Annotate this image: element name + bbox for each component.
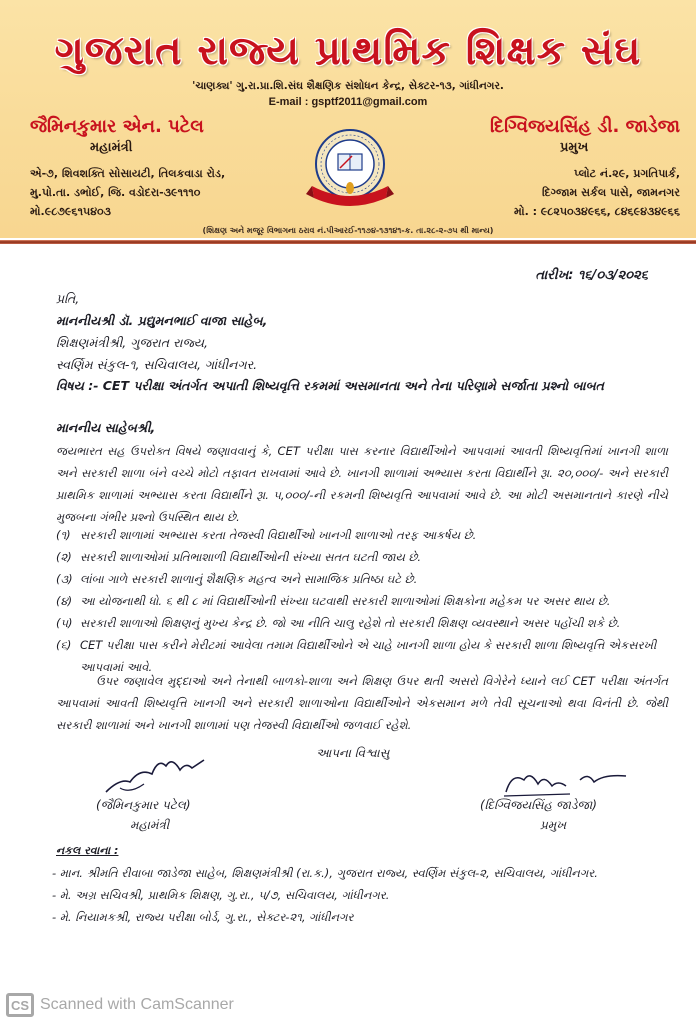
item-number: (૫) — [56, 616, 73, 630]
recipient-address: સ્વર્ણિમ સંકુલ-૧, સચિવાલય, ગાંધીનગર. — [56, 357, 258, 372]
item-number: (૬) — [56, 638, 72, 652]
item-number: (૧) — [56, 528, 71, 542]
recipient-designation: શિક્ષણમંત્રીશ્રી, ગુજરાત રાજ્ય, — [56, 335, 209, 350]
address-line: પ્લોટ નં.૨૯, પ્રગતિપાર્ક, — [574, 167, 680, 180]
intro-paragraph: જયભારત સહ ઉપરોક્ત વિષયે જણાવવાનું કે, CET પરીક્ષા પાસ કરનાર વિદ્યાર્થીઓને આપવામાં આવતી શિષ્યવૃત્તિમાં ખાનગી શાળા અને સરકારી શાળા બંને વચ્ચે મોટો તફાવત રાખવામાં આવે છે. ખાનગી શાળામાં અભ્યાસ કરતા વિદ્યાર્થીને રૂા. ૨૦,૦૦૦/- અને સરકારી પ્રાથમિક શાળામાં અભ્યાસ કરતા વિદ્યાર્થીને રૂા. ૫,૦૦૦/-ની રકમની શિષ્યવૃત્તિ આપવામાં આવે છે. આ મોટી અસમાનતાને કારણે નીચે મુજબના ગંભીર પ્રશ્નો ઉપસ્થિત થાય છે. — [56, 444, 668, 524]
president-address — [514, 164, 680, 221]
list-item — [56, 612, 676, 634]
copy-to-list — [52, 862, 598, 928]
copy-to-title: નકલ રવાના : — [56, 844, 119, 857]
signer-president-role: પ્રમુખ — [540, 818, 567, 832]
item-text: લાંબા ગાળે સરકારી શાળાનું શૈક્ષણિક મહત્વ અને સામાજિક પ્રતિષ્ઠા ઘટે છે. — [80, 572, 418, 586]
general-secretary-address — [30, 164, 225, 221]
list-item: - માન. શ્રીમતિ રીવાબા જાડેજા સાહેબ, શિક્ષણમંત્રીશ્રી (રા.ક.), ગુજરાત રાજ્ય, સ્વર્ણિમ સંકુલ-૨, સચિવાલય, ગાંધીનગર. — [52, 866, 598, 880]
list-item: - મે. નિયામકશ્રી, રાજ્ય પરીક્ષા બોર્ડ, ગુ.રા., સેક્ટર-૨૧, ગાંધીનગર — [52, 910, 354, 924]
signer-general-secretary-name: (જૈમિનકુમાર પટેલ) — [96, 798, 191, 812]
list-item — [56, 546, 676, 568]
closing-paragraph: ઉપર જણાવેલ મુદ્દાઓ અને તેનાથી બાળકો-શાળા અને શિક્ષણ ઉપર થતી અસરો વિગેરેને ધ્યાને લઈ CET પરીક્ષા અંતર્ગત આપવામાં આવતી શિષ્યવૃત્તિ ખાનગી અને સરકારી શાળાઓના વિદ્યાર્થીઓને એકસમાન મળે તેવી સૂચનાઓ થવા વિનંતી છે. જેથી સરકારી શાળામાં અને ખાનગી શાળામાં પણ તેજસ્વી વિદ્યાર્થીઓ જળવાઈ રહેશે. — [56, 674, 668, 732]
union-emblem-icon — [302, 124, 398, 216]
item-text: CET પરીક્ષા પાસ કરીને મેરીટમાં આવેલા તમામ વિદ્યાર્થીઓને એ ચાહે ખાનગી શાળા હોય કે સરકારી શાળા શિષ્યવૃત્તિ એકસરખી આપવામાં આવે. — [80, 638, 657, 674]
item-number: (૩) — [56, 572, 73, 586]
item-text: સરકારી શાળાઓ શિક્ષણનું મુખ્ય કેન્દ્ર છે. જો આ નીતિ ચાલુ રહેશે તો સરકારી શિક્ષણ વ્યવસ્થાને અસર પહોંચી શકે છે. — [80, 616, 621, 630]
letterhead-divider — [0, 240, 696, 244]
recipient-prefix: પ્રતિ, — [56, 291, 80, 306]
address-line: એ-૭, શિવશક્તિ સોસાયટી, તિલકવાડા રોડ, — [30, 167, 226, 180]
phone-line: મો. : ૯૮૨૫૦૩૪૯૬૬, ૮૪૬૯૪૩૪૯૬૬ — [514, 205, 680, 218]
organization-email: E-mail : gsptf2011@gmail.com — [268, 96, 428, 108]
list-item: - મે. અગ્ર સચિવશ્રી, પ્રાથમિક શિક્ષણ, ગુ.રા., ૫/૭, સચિવાલય, ગાંધીનગર. — [52, 888, 390, 902]
list-item — [56, 590, 676, 612]
organization-title: ગુજરાત રાજ્ય પ્રાથમિક શિક્ષક સંઘ — [54, 28, 642, 74]
letter-subject: વિષય :- CET પરીક્ષા અંતર્ગત અપાતી શિષ્યવૃત્તિ રકમમાં અસમાનતા અને તેના પરિણામે સર્જાતા પ્રશ્નો બાબત — [56, 378, 604, 393]
list-item — [56, 568, 676, 590]
salutation: માનનીય સાહેબશ્રી, — [56, 420, 156, 435]
letterhead — [0, 0, 696, 238]
complimentary-close: આપના વિશ્વાસુ — [316, 746, 390, 760]
camscanner-logo-icon: CS — [6, 993, 34, 1017]
signature-left-icon — [100, 748, 220, 798]
item-number: (૨) — [56, 550, 72, 564]
signer-general-secretary-role: મહામંત્રી — [130, 818, 170, 832]
item-text: આ યોજનાથી ધો. ૬ થી ૮ માં વિદ્યાર્થીઓની સંખ્યા ઘટવાથી સરકારી શાળાઓમાં શિક્ષકોના મહેકમ પર અસર થાય છે. — [80, 594, 611, 608]
list-item — [56, 524, 676, 546]
signer-president-name: (દિગ્વિજયસિંહ જાડેજા) — [480, 798, 597, 812]
address-line: દિગ્જામ સર્કલ પાસે, જામનગર — [542, 186, 680, 199]
item-text: સરકારી શાળામાં અભ્યાસ કરતા તેજસ્વી વિદ્યાર્થીઓ ખાનગી શાળાઓ તરફ આકર્ષય છે. — [80, 528, 477, 542]
watermark-text: Scanned with CamScanner — [40, 996, 234, 1013]
signature-right-icon — [500, 764, 630, 800]
general-secretary-role: મહામંત્રી — [90, 140, 133, 155]
recipient-name: માનનીયશ્રી ડૉ. પ્રદ્યુમનભાઈ વાજા સાહેબ, — [56, 313, 268, 328]
item-number: (૪) — [56, 594, 73, 608]
issues-list — [56, 524, 676, 678]
president-name: દિગ્વિજયસિંહ ડી. જાડેજા — [489, 116, 680, 137]
president-role: પ્રમુખ — [560, 140, 589, 155]
recipient-block — [56, 288, 267, 376]
organization-address: 'ચાણક્ય' ગુ.રા.પ્રા.શિ.સંઘ શૈક્ષણિક સંશોધન કેન્દ્ર, સેક્ટર-૧૩, ગાંધીનગર. — [192, 80, 504, 92]
recognition-note: (શિક્ષણ અને મજૂર વિભાગના ઠરાવ નં.પીઆરઈ-૧૧૭૪-૧૩૧૪૧-ક. તા.૨૮-૨-૭૫ થી માન્ય) — [202, 226, 494, 235]
address-line: મુ.પો.તા. ડભોઈ, જિ. વડોદરા-૩૯૧૧૧૦ — [30, 186, 201, 199]
phone-line: મો.૯૮૭૯૬૧૫૪૦૩ — [30, 205, 111, 218]
general-secretary-name: જૈમિનકુમાર એન. પટેલ — [30, 116, 204, 137]
item-text: સરકારી શાળાઓમાં પ્રતિભાશાળી વિદ્યાર્થીઓની સંખ્યા સતત ઘટતી જાય છે. — [80, 550, 422, 564]
letter-date: તારીખ: ૧૬/૦૩/૨૦૨૬ — [535, 268, 648, 283]
camscanner-watermark — [6, 993, 234, 1017]
